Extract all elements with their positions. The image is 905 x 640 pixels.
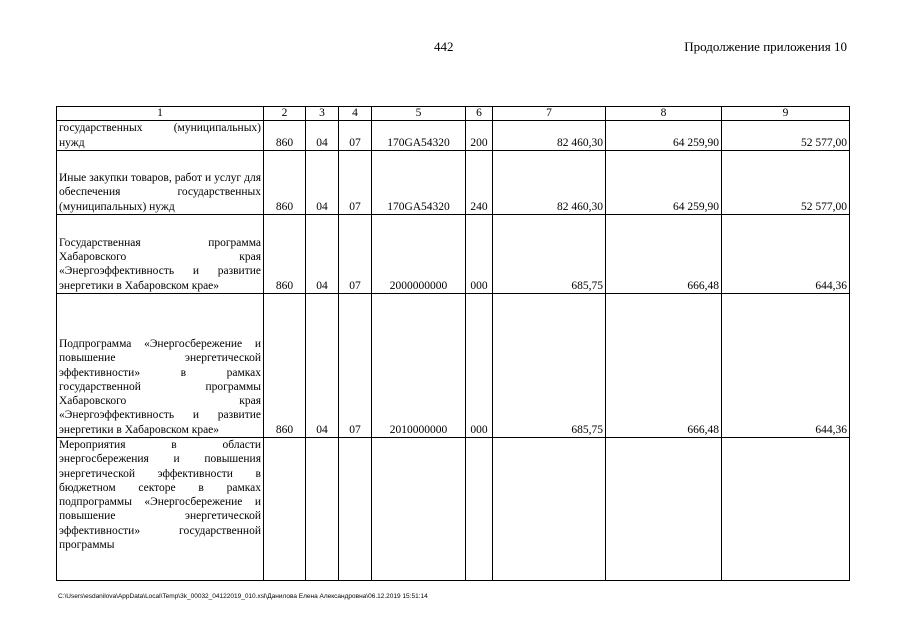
row-value-8: 666,48 [606, 215, 722, 294]
column-number-row [57, 107, 850, 121]
row-subsection: 07 [339, 151, 372, 215]
row-target-article: 2010000000 [372, 294, 466, 438]
row-section: 04 [306, 151, 339, 215]
row-expense-type: 000 [466, 294, 493, 438]
row-value-8 [606, 438, 722, 581]
row-description: Иные закупки товаров, работ и услуг для обеспечения государственных (муниципальных) нужд [57, 151, 264, 215]
column-header: 6 [466, 107, 493, 121]
column-header: 4 [339, 107, 372, 121]
row-expense-type: 000 [466, 215, 493, 294]
row-description: Мероприятия в области энергосбережения и повышения энергетической эффективности в бюджетном секторе в рамках подпрограммы «Энергосбережение и повышение энергетической эффективности» государственной программы [57, 438, 264, 581]
row-description: государственных (муниципальных) нужд [57, 121, 264, 151]
row-expense-type: 200 [466, 121, 493, 151]
column-header: 2 [264, 107, 306, 121]
row-section: 04 [306, 294, 339, 438]
file-path-footer: C:\Users\esdanilova\AppData\Local\Temp\3k_00032_04122019_010.xsl\Данилова Елена Александровна\06.12.2019 15:51:14 [58, 593, 428, 600]
row-subsection [339, 438, 372, 581]
column-header: 3 [306, 107, 339, 121]
row-section [306, 438, 339, 581]
row-value-8: 64 259,90 [606, 121, 722, 151]
row-target-article: 170GA54320 [372, 151, 466, 215]
row-code [264, 438, 306, 581]
row-value-7: 82 460,30 [493, 121, 606, 151]
table-row [57, 121, 850, 151]
column-header: 8 [606, 107, 722, 121]
row-section: 04 [306, 121, 339, 151]
table-row [57, 151, 850, 215]
row-value-7 [493, 438, 606, 581]
page-number: 442 [434, 39, 454, 54]
row-value-8: 64 259,90 [606, 151, 722, 215]
row-subsection: 07 [339, 215, 372, 294]
row-value-8: 666,48 [606, 294, 722, 438]
row-section: 04 [306, 215, 339, 294]
row-value-9: 52 577,00 [722, 121, 850, 151]
table-row [57, 294, 850, 438]
row-value-9: 644,36 [722, 215, 850, 294]
row-value-7: 685,75 [493, 215, 606, 294]
table-row [57, 215, 850, 294]
row-code: 860 [264, 121, 306, 151]
row-value-7: 82 460,30 [493, 151, 606, 215]
column-header: 9 [722, 107, 850, 121]
column-header: 7 [493, 107, 606, 121]
row-value-9: 52 577,00 [722, 151, 850, 215]
row-subsection: 07 [339, 294, 372, 438]
row-target-article [372, 438, 466, 581]
row-value-9 [722, 438, 850, 581]
budget-table [56, 106, 850, 581]
row-code: 860 [264, 294, 306, 438]
column-header: 5 [372, 107, 466, 121]
table-row [57, 438, 850, 581]
row-code: 860 [264, 215, 306, 294]
row-target-article: 2000000000 [372, 215, 466, 294]
row-subsection: 07 [339, 121, 372, 151]
row-expense-type [466, 438, 493, 581]
appendix-continuation-note: Продолжение приложения 10 [684, 39, 847, 54]
row-value-7: 685,75 [493, 294, 606, 438]
row-description: Подпрограмма «Энергосбережение и повышение энергетической эффективности» в рамках государственной программы Хабаровского края «Энергоэффективность и развитие энергетики в Хабаровском крае» [57, 294, 264, 438]
column-header: 1 [57, 107, 264, 121]
row-target-article: 170GA54320 [372, 121, 466, 151]
row-expense-type: 240 [466, 151, 493, 215]
row-value-9: 644,36 [722, 294, 850, 438]
row-code: 860 [264, 151, 306, 215]
row-description: Государственная программа Хабаровского края «Энергоэффективность и развитие энергетики в Хабаровском крае» [57, 215, 264, 294]
